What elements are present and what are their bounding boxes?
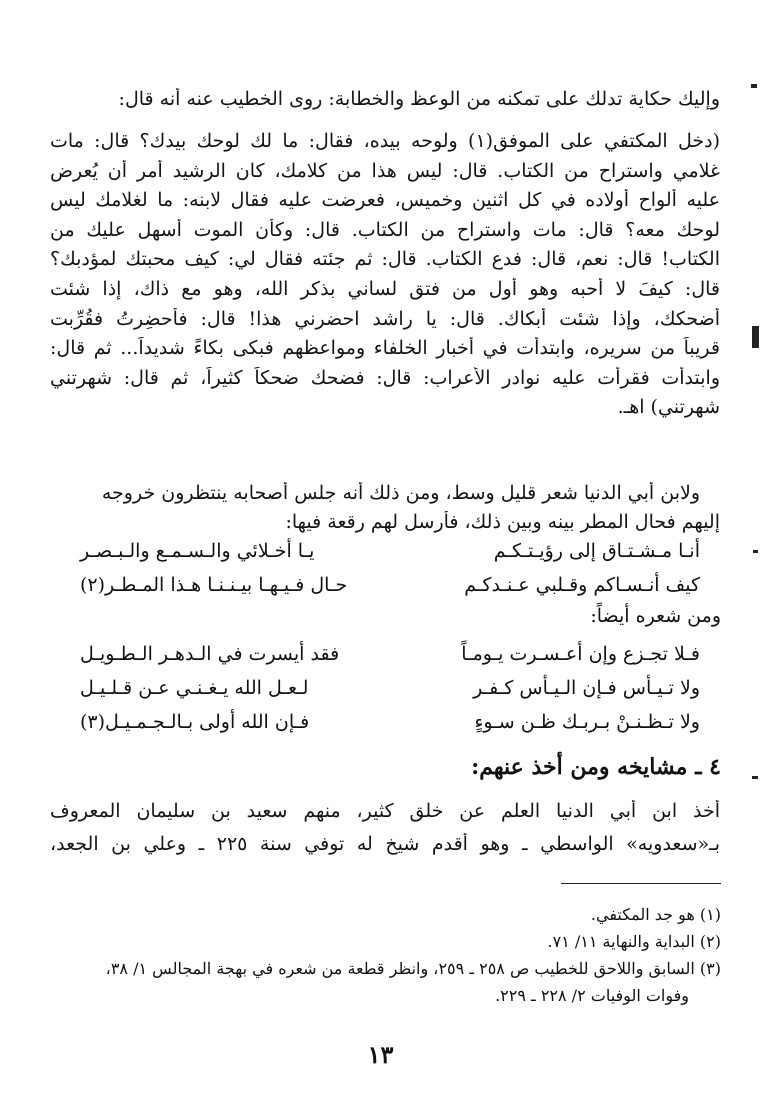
narrative-quote — [50, 130, 720, 426]
second-hemistich: فـإن الله أولى بـالـجـمـيـل(٣) — [80, 711, 310, 733]
narrative-line: قال: كيفَ لا أحبه وهو أول من فتق لساني بذكر الله، وهو مع ذاك، إذا شئت — [50, 277, 720, 300]
paragraph-line: إليهم فحال المطر بينه وبين ذلك، فأرسل لهم رقعة فيها: — [285, 511, 720, 533]
first-hemistich: فـلا تجـزع وإن أعـسـرت يـومـاً — [461, 643, 700, 665]
verse-line — [80, 540, 720, 574]
footnote: (١) هو جد المكتفي. — [590, 905, 721, 924]
footnote: (٢) البداية والنهاية ١١/ ٧١. — [547, 932, 721, 951]
narrative-line: أضحكك، وإذا شئت أبكاك. قال: يا راشد احضرني هذا! قال: فأحضِرتُ فقُرِّبت — [50, 307, 720, 330]
footnote: (٣) السابق واللاحق للخطيب ص ٢٥٨ ـ ٢٥٩، وانظر قطعة من شعره في بهجة المجالس ١/ ٣٨، — [105, 959, 721, 978]
section-heading: ٤ ـ مشايخه ومن أخذ عنهم: — [471, 754, 721, 780]
second-hemistich: حـال فـيـهـا بيـنـنـا هـذا المـطـر(٢) — [80, 574, 348, 596]
poem-1 — [80, 540, 720, 608]
narrative-line: الكتاب! قال: نعم، قال: فدع الكتاب. قال: ثم جئته فقال لي: كيف محبتك لمؤدبك؟ — [50, 248, 720, 271]
verse-line — [80, 574, 720, 608]
footnote-separator — [561, 883, 721, 884]
scan-mark — [753, 550, 758, 553]
narrative-line: (دخل المكتفي على الموفق(١) ولوحه بيده، فقال: ما لك لوحك بيدك؟ قال: مات — [50, 130, 720, 152]
narrative-line: عليه ألواح أولاده في كل اثنين وخميس، فعرضت عليه فقال لابنه: ما لغلامك ليس — [50, 189, 720, 212]
footnotes — [81, 905, 721, 1013]
narrative-line: غلامي واستراح من الكتاب. قال: ليس هذا من كلامك، كان الرشيد أمر أن يُعرض — [50, 159, 720, 182]
first-hemistich: ولا تـيـأس فـإن الـيـأس كـفـر — [473, 677, 700, 699]
paragraph-line: ولابن أبي الدنيا شعر قليل وسط، ومن ذلك أنه جلس أصحابه ينتظرون خروجه — [101, 482, 700, 504]
poem-2 — [80, 643, 720, 745]
narrative-line: وابتدأت فقرأت عليه نوادر الأعراب: قال: فضحك ضحكاً كثيراً، ثم قال: شهرتني — [50, 366, 720, 389]
scan-mark — [751, 84, 757, 88]
teachers-paragraph — [50, 800, 720, 866]
narrative-line: شهرتني) اهـ. — [617, 396, 720, 419]
first-hemistich: ولا تـظـنـنْ بـربـك ظـن سـوءٍ — [474, 711, 700, 733]
second-hemistich: يـا أخـلائي والـسـمـع والـبـصـر — [80, 540, 315, 562]
verse-line — [80, 677, 720, 711]
second-hemistich: فقد أيسرت في الـدهـر الـطـويـل — [80, 643, 340, 665]
narrative-line: قريباً من سريره، وابتدأت في أخبار الخلفاء ومواعظهم فبكى بكاءً شديداً... ثم قال: — [50, 337, 720, 360]
first-hemistich: كيف أنـسـاكم وقـلبي عـنـدكـم — [464, 574, 700, 596]
first-hemistich: أنـا مـشـتـاق إلى رؤيـتـكـم — [493, 540, 700, 562]
paragraph-line: أخذ ابن أبي الدنيا العلم عن خلق كثير، منهم سعيد بن سليمان المعروف — [50, 800, 720, 822]
verse-line — [80, 711, 720, 745]
poetry-intro-paragraph — [50, 482, 720, 540]
intro-line: وإليك حكاية تدلك على تمكنه من الوعظ والخطابة: روى الخطيب عنه أنه قال: — [118, 88, 720, 110]
paragraph-line: بـ«سعدويه» الواسطي ـ وهو أقدم شيخ له توفي سنة ٢٢٥ ـ وعلي بن الجعد، — [50, 833, 720, 855]
second-hemistich: لـعـل الله يـغـنـي عـن قـلـيـل — [80, 677, 309, 699]
narrative-line: لوحك معه؟ قال: مات واستراح من الكتاب. قال: وكأن الموت أسهل عليك من — [50, 218, 720, 241]
footnote-continuation: وفوات الوفيات ٢/ ٢٢٨ ـ ٢٢٩. — [495, 986, 689, 1005]
scan-mark — [752, 326, 759, 348]
intro-paragraph — [85, 88, 720, 120]
verse-intro: ومن شعره أيضاً: — [590, 605, 721, 627]
verse-line — [80, 643, 720, 677]
scan-mark — [752, 776, 758, 779]
page-number: ١٣ — [367, 1040, 394, 1069]
